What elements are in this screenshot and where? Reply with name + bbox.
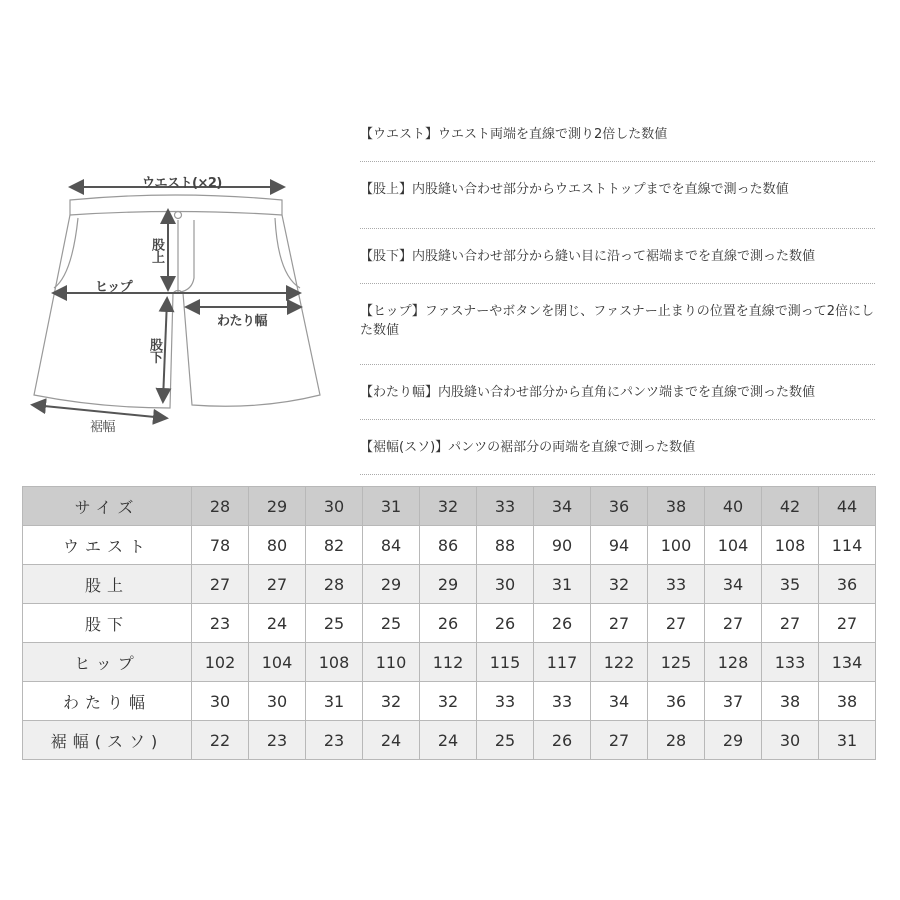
table-cell: 27 [192,565,249,604]
definition-hem: 【裾幅(スソ)】パンツの裾部分の両端を直線で測った数値 [360,420,875,475]
definition-thigh: 【わたり幅】内股縫い合わせ部分から直角にパンツ端までを直線で測った数値 [360,365,875,420]
table-cell: 122 [591,643,648,682]
table-cell: 24 [363,721,420,760]
table-cell: 26 [534,721,591,760]
table-cell: 36 [819,565,876,604]
table-cell: 31 [534,565,591,604]
table-cell: 108 [306,643,363,682]
table-cell: 27 [762,604,819,643]
measurement-definitions [360,118,875,475]
header-cell: 30 [306,487,363,526]
table-cell: 115 [477,643,534,682]
table-cell: 26 [477,604,534,643]
table-cell: 104 [249,643,306,682]
table-cell: 33 [534,682,591,721]
table-row [23,682,876,721]
definition-waist: 【ウエスト】ウエスト両端を直線で測り2倍した数値 [360,118,875,162]
table-cell: 29 [420,565,477,604]
definition-rise: 【股上】内股縫い合わせ部分からウエストトップまでを直線で測った数値 [360,162,875,229]
table-cell: 26 [420,604,477,643]
table-cell: 23 [192,604,249,643]
table-cell: 114 [819,526,876,565]
table-row [23,643,876,682]
shorts-measurement-diagram [20,160,340,440]
table-cell: 25 [306,604,363,643]
diagram-label-hip: ヒップ [95,280,133,295]
table-cell: 90 [534,526,591,565]
table-cell: 30 [762,721,819,760]
table-cell: 32 [591,565,648,604]
table-cell: 27 [591,604,648,643]
definition-hip: 【ヒップ】ファスナーやボタンを閉じ、ファスナー止まりの位置を直線で測って2倍にした数値 [360,284,875,365]
table-cell: 24 [249,604,306,643]
table-cell: 27 [705,604,762,643]
table-cell: 134 [819,643,876,682]
table-cell: 32 [420,682,477,721]
table-cell: 125 [648,643,705,682]
table-cell: 86 [420,526,477,565]
table-cell: 28 [306,565,363,604]
table-cell: 84 [363,526,420,565]
header-cell: 44 [819,487,876,526]
table-cell: 80 [249,526,306,565]
table-cell: 27 [249,565,306,604]
table-cell: 28 [648,721,705,760]
row-label: 裾幅(スソ) [23,721,192,760]
table-cell: 104 [705,526,762,565]
header-cell: 38 [648,487,705,526]
header-cell: 40 [705,487,762,526]
table-cell: 82 [306,526,363,565]
table-row [23,526,876,565]
header-cell: 34 [534,487,591,526]
table-row [23,604,876,643]
table-cell: 31 [819,721,876,760]
table-cell: 32 [363,682,420,721]
table-cell: 30 [249,682,306,721]
table-cell: 35 [762,565,819,604]
table-cell: 117 [534,643,591,682]
header-label: サイズ [23,487,192,526]
table-cell: 33 [648,565,705,604]
header-cell: 36 [591,487,648,526]
table-cell: 128 [705,643,762,682]
table-cell: 29 [363,565,420,604]
table-row [23,565,876,604]
table-cell: 34 [591,682,648,721]
table-cell: 38 [762,682,819,721]
table-cell: 23 [306,721,363,760]
table-cell: 108 [762,526,819,565]
row-label: 股下 [23,604,192,643]
table-cell: 29 [705,721,762,760]
table-cell: 23 [249,721,306,760]
table-cell: 34 [705,565,762,604]
table-row [23,721,876,760]
diagram-label-hem: 裾幅 [90,420,116,435]
table-cell: 133 [762,643,819,682]
table-cell: 94 [591,526,648,565]
table-cell: 78 [192,526,249,565]
table-cell: 30 [192,682,249,721]
table-cell: 27 [591,721,648,760]
header-cell: 42 [762,487,819,526]
diagram-label-inseam: 股下 [147,338,162,363]
row-label: 股上 [23,565,192,604]
table-cell: 88 [477,526,534,565]
header-cell: 29 [249,487,306,526]
size-chart-table [22,486,876,760]
header-cell: 33 [477,487,534,526]
header-cell: 31 [363,487,420,526]
table-cell: 27 [819,604,876,643]
table-cell: 22 [192,721,249,760]
header-cell: 32 [420,487,477,526]
row-label: ウエスト [23,526,192,565]
table-cell: 112 [420,643,477,682]
row-label: ヒップ [23,643,192,682]
table-cell: 36 [648,682,705,721]
table-cell: 38 [819,682,876,721]
diagram-label-waist: ウエスト(×2) [142,176,222,191]
definition-inseam: 【股下】内股縫い合わせ部分から縫い目に沿って裾端までを直線で測った数値 [360,229,875,284]
table-cell: 26 [534,604,591,643]
table-cell: 33 [477,682,534,721]
table-cell: 102 [192,643,249,682]
diagram-label-thigh: わたり幅 [217,314,268,329]
table-header-row [23,487,876,526]
row-label: わたり幅 [23,682,192,721]
table-cell: 25 [363,604,420,643]
table-cell: 37 [705,682,762,721]
header-cell: 28 [192,487,249,526]
table-cell: 24 [420,721,477,760]
shorts-outline-icon [20,160,340,440]
table-cell: 100 [648,526,705,565]
table-cell: 31 [306,682,363,721]
table-cell: 25 [477,721,534,760]
diagram-label-rise: 股上 [149,238,164,263]
table-cell: 27 [648,604,705,643]
table-cell: 30 [477,565,534,604]
table-cell: 110 [363,643,420,682]
